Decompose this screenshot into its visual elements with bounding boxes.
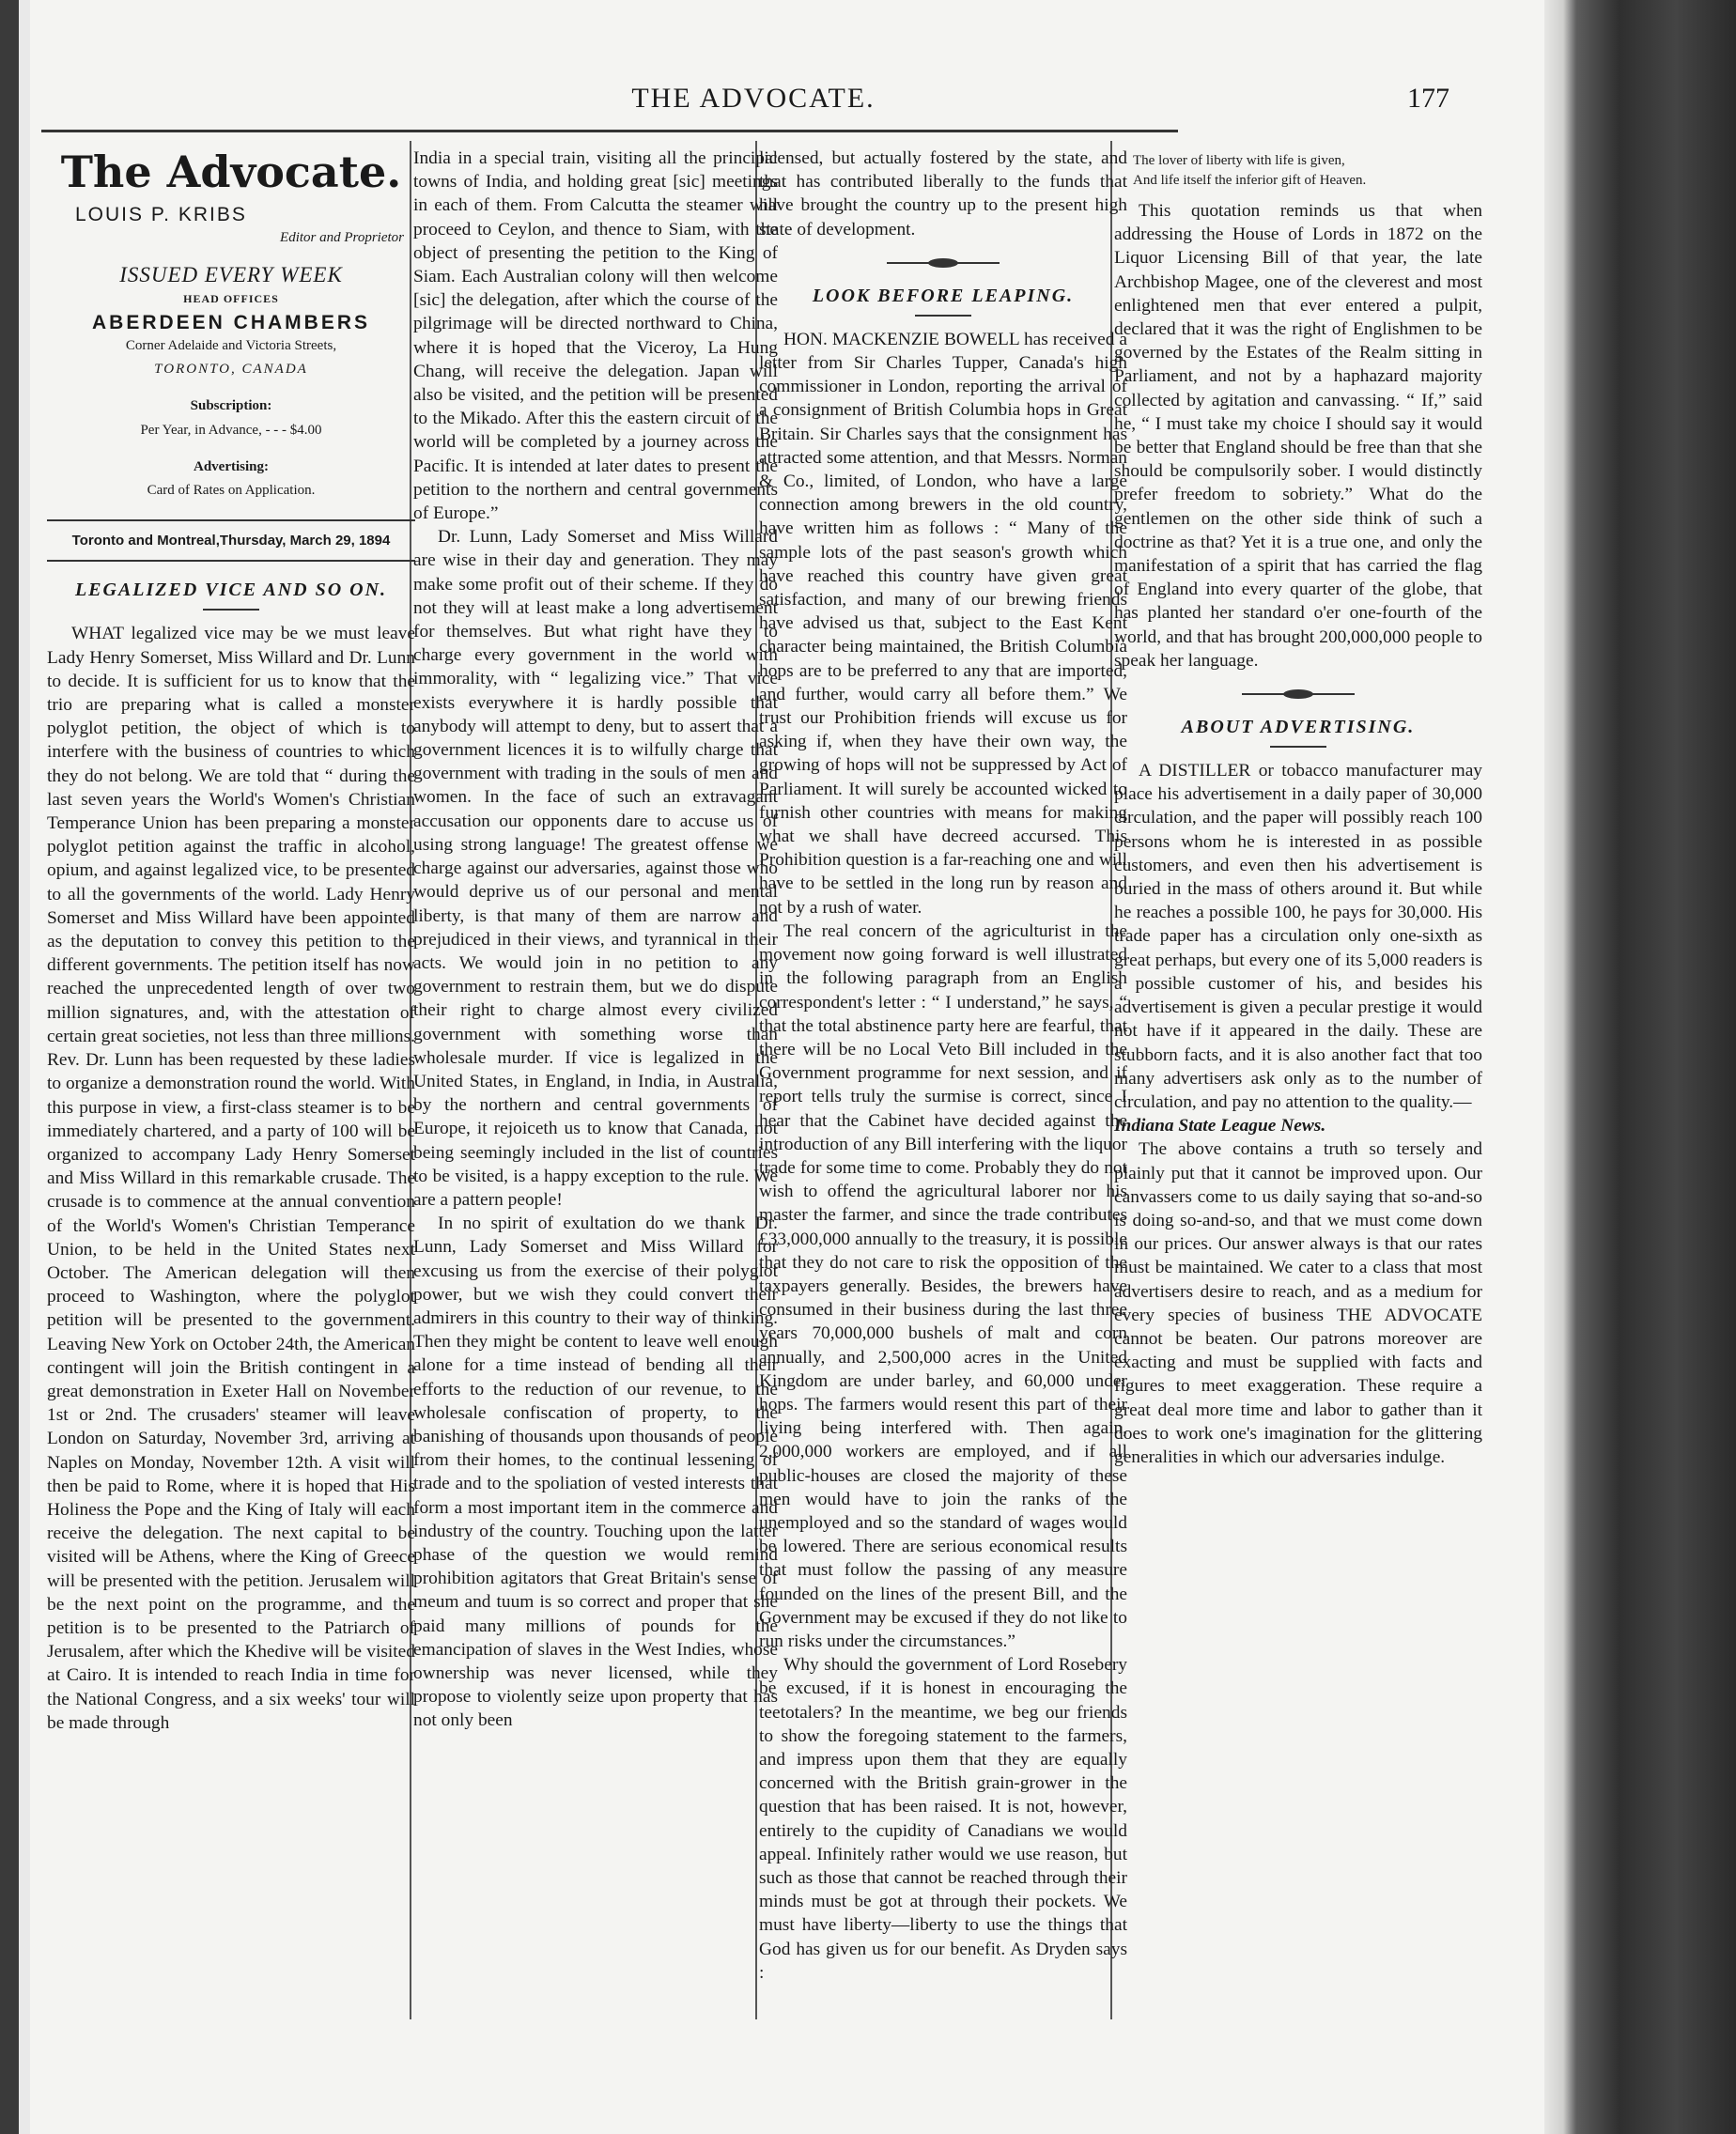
running-head [30,83,1544,120]
heading-rule [203,609,259,611]
book-edge-left [0,0,19,2134]
masthead-subscription-price: Per Year, in Advance, - - - $4.00 [140,422,322,438]
masthead-editor-role: Editor and Proprietor [280,230,404,246]
article-source: Indiana State League News. [1114,1116,1326,1137]
masthead-issued: ISSUED EVERY WEEK [119,263,343,287]
book-edge-paper [19,0,30,2134]
article-paragraph: Dr. Lunn, Lady Somerset and Miss Willard are wise in their day and generation. They may make some profit out of their scheme. If they do not they will at least make a long advertisement for themselves. But what right have they to charge every government in the world with immorality, with “ legalizing vice.” That vice exists everywhere it is hardly possible that anybody will attempt to deny, but to assert that a government licences it is to wilfully charge that government with trading in the souls of men and women. In the face of such an extravagant accusation our opponents dare to accuse us of using strong language! The greatest offense we charge against our adversaries, against those who would deprive us of our personal and mental liberty, is that many of them are narrow and prejudiced in their views, and tyrannical in their acts. We would join in no petition to any government to restrain them, but we do dispute their right to charge almost every civilized government with something worse than wholesale murder. If vice is legalized in the United States, in England, in India, in Australia, by the northern and central governments of Europe, it rejoiceth us to know that Canada, not being seemingly included in the list of countries to be visited, is a happy exception to the rule. We are a pattern people! [413,527,778,1210]
running-head-title: THE ADVOCATE. [631,83,876,114]
column-1 [47,141,415,1735]
masthead-editor: LOUIS P. KRIBS [75,204,247,225]
masthead [47,145,415,562]
column-4 [1114,147,1482,1469]
column-3 [759,147,1127,1985]
poem-line: And life itself the inferior gift of Heaven. [1133,173,1367,188]
article-heading-about-advertising: ABOUT ADVERTISING. [1181,717,1416,738]
header-rule [41,130,1178,132]
article-paragraph: HON. MACKENZIE BOWELL has received a letter from Sir Charles Tupper, Canada's high commissioner in London, reporting the arrival of a consignment of British Columbia hops in Great Britain. Sir Charles says that the consignment has attracted some attention, and that Messrs. Norman & Co., limited, of London, who have a large connection among brewers in the old country, have written him as follows : “ Many of the sample lots of the past season's growth which have reached this country have given great satisfaction, and many of our brewing friends have advised us that, subject to the East Kent character being maintained, the British Columbia hops are to be preferred to any that are imported, and further, would carry all before them.” We trust our Prohibition friends will excuse us for asking if, when they have their own way, the growing of hops will not be suppressed by Act of Parliament. It will surely be accounted wicked to furnish other countries with means for making what we shall have decreed accursed. This Prohibition question is a far-reaching one and will have to be settled in the long run by reason and not by a rush of water. [759,329,1127,918]
article-paragraph: The real concern of the agriculturist in the movement now going forward is well illustrated in the following paragraph from an English correspondent's letter : “ I understand,” he says, “ that the total abstinence party here are fearful, that there will be no Local Veto Bill included in the Government programme for next session, and if report tells truly the surmise is correct, since I hear that the Cabinet have decided against the introduction of any Bill interfering with the liquor trade for some time to come. Probably they do not wish to offend the agricultural laborer nor his master the farmer, and since the trade contributes £33,000,000 annually to the treasury, it is possible that they do not care to risk the opposition of the taxpayers generally. Besides, the brewers have consumed in their business during the last three years 70,000,000 bushels of malt and corn annually, and 2,500,000 acres in the United Kingdom are under barley, and 60,000 under hops. The farmers would resent this part of their living being interfered with. Then again, 2,000,000 workers are employed, and if all public-houses are closed the majority of these men would have to join the ranks of the unemployed and so the standard of wages would be lowered. There are serious economical results that must follow the passing of any measure founded on the lines of the present Bill, and the Government may be excused if they do not like to run risks under the circumstances.” [759,920,1127,1651]
masthead-advertising-label: Advertising: [194,458,269,474]
article-paragraph: This quotation reminds us that when addressing the House of Lords in 1872 on the Liquor Licensing Bill of that year, the late Archbishop Magee, one of the cleverest and most enlightened men that ever entered a pulpit, declared that it was the right of Englishmen to be governed by the Estates of the Realm sitting in Parliament, and not by a haphazard majority collected by agitation and canvassing. “ If,” said he, “ I must take my choice I should say it would be better that England should be free than that she should be compulsorily sober. I would distinctly prefer freedom to sobriety.” What do the gentlemen on the other side think of such a doctrine as that? Yet it is a true one, and only the manifestation of a spirit that has carried the flag of England into every quarter of the globe, that has planted her standard o'er one-fourth of the world, and that has brought 200,000,000 people to speak her language. [1114,201,1482,671]
masthead-chambers: ABERDEEN CHAMBERS [91,311,371,333]
dateline: Toronto and Montreal,Thursday, March 29, 1894 [47,519,415,562]
masthead-head-offices: HEAD OFFICES [183,291,279,305]
article-paragraph: India in a special train, visiting all the principal towns of India, and holding great [sic] meetings in each of them. From Calcutta the steamer will proceed to Ceylon, and thence to Siam, with the object of presenting the petition to the King of Siam. Each Australian colony will then welcome [sic] the delegation, after which the course of the pilgrimage will be directed northward to China, where it is hoped that the Viceroy, La Hung Chang, will receive the delegation. Japan will also be visited, and the petition will be presented to the Mikado. After this the eastern circuit of the world will be completed by a journey across the Pacific. It is intended at later dates to present the petition to the northern and central governments of Europe.” [413,148,778,524]
section-divider [1242,689,1355,699]
article-paragraph: The above contains a truth so tersely and plainly put that it cannot be improved upon. Our canvassers come to us daily saying that so-and-so is doing so-and-so, and that we must come down in our prices. Our answer always is that our rates must be maintained. We cater to a class that most advertisers desire to reach, and as a medium for every species of business THE ADVOCATE cannot be beaten. Our patrons moreover are exacting and must be supplied with facts and figures to meet exaggeration. These require a great deal more time and labor to gather than it does to work one's imagination for the glittering generalities in which our adversaries indulge. [1114,1139,1482,1467]
article-paragraph: A DISTILLER or tobacco manufacturer may place his advertisement in a daily paper of 30,000 circulation, and the paper will possibly reach 100 persons whom he is interested in as possible customers, and even then his advertisement is buried in the mass of others around it. But while he reaches a possible 100, he pays for 30,000. His trade paper has a circulation only one-sixth as great perhaps, but every one of its 5,000 readers is a possible customer of his, and besides his advertisement is given a pecular prestige it would not have if it appeared in the daily. These are stubborn facts, and it is also another fact that too many advertisers ask only as to the number of circulation, and pay no attention to the quality.— [1114,761,1482,1112]
article-heading-legalized-vice: LEGALIZED VICE AND SO ON. [74,580,388,601]
poem-line: The lover of liberty with life is given, [1133,153,1345,168]
article-paragraph: In no spirit of exultation do we thank Dr. Lunn, Lady Somerset and Miss Willard for excusing us from the exercise of their polyglot power, but we wish they could convert their admirers in this country to their way of thinking. Then they might be content to leave well enough alone for a time instead of bending all their efforts to the reduction of our revenue, to the wholesale confiscation of property, to the banishing of thousands upon thousands of people from their homes, to the continual lessening of trade and to the spoliation of vested interests that form a most important item in the commerce and industry of the country. Touching upon the latter phase of the question we would remind prohibition agitators that Great Britain's sense of meum and tuum is so correct and proper that she paid many millions of pounds for the emancipation of slaves in the West Indies, whose ownership was never licensed, while they propose to violently seize upon property that has not only been [413,1214,778,1731]
masthead-subscription-label: Subscription: [190,398,272,414]
masthead-address: Corner Adelaide and Victoria Streets, [125,338,337,354]
masthead-city: TORONTO, CANADA [154,362,308,378]
masthead-advertising-text: Card of Rates on Application. [147,483,316,499]
article-heading-look-before-leaping: LOOK BEFORE LEAPING. [812,285,1075,306]
page-number: 177 [1407,83,1449,114]
book-spine [1544,0,1736,2134]
article-paragraph: WHAT legalized vice may be we must leave Lady Henry Somerset, Miss Willard and Dr. Lunn to decide. It is sufficient for us to know that the trio are preparing what is called a monster polyglot petition, the object of which is to interfere with the business of countries to which they do not belong. We are told that “ during the last seven years the World's Women's Christian Temperance Union has been preparing a monster polyglot petition against the traffic in alcohol, opium, and against legalized vice, to be presented to all the governments of the world. Lady Henry Somerset and Miss Willard have been appointed as the deputation to convey this petition to the different governments. The petition itself has now reached the unprecedented length of over two million signatures, and, with the attestation of certain great societies, not less than three millions. Rev. Dr. Lunn has been requested by these ladies to organize a demonstration round the world. With this purpose in view, a first-class steamer is to be immediately chartered, and a party of 100 will be organized to accompany Lady Henry Somerset and Miss Willard in this remarkable crusade. The crusade is to commence at the annual convention of the World's Women's Christian Temperance Union, to be held in the United States next October. The American delegation will then proceed to Washington, where the polyglot petition will be presented to the government. Leaving New York on October 24th, the American contingent will join the British contingent in a great demonstration in Exeter Hall on November 1st or 2nd. The crusaders' steamer will leave London on Saturday, November 3rd, arriving at Naples on Monday, November 12th. A visit will then be paid to Rome, where it is hoped that His Holiness the Pope and the King of Italy will each receive the delegation. The next capital to be visited will be Athens, where the King of Greece will be presented with the petition. Jerusalem will be the next point on the programme, and the petition is to be presented to the Patriarch of Jerusalem, after which the Khedive will be visited at Cairo. It is intended to reach India in time for the National Congress, and a six weeks' tour will be made through [47,624,415,1733]
article-paragraph: Why should the government of Lord Rosebery be excused, if it is honest in encouraging the teetotalers? In the meantime, we beg our friends to show the foregoing statement to the farmers, and impress upon them that they are equally concerned with the British grain-grower in the question that has been raised. It is not, however, entirely to the cupidity of Canadians we would appeal. Infinitely rather would we use reason, but such as those that cannot be reached through their minds must be got at through their pockets. We must have liberty—liberty to use the things that God has given us for our benefit. As Dryden says : [759,1655,1127,1983]
heading-rule [1270,746,1326,748]
heading-rule [915,315,971,317]
newspaper-page [30,0,1544,2134]
section-divider [887,258,1000,268]
article-paragraph: licensed, but actually fostered by the state, and that has contributed liberally to the funds that have brought the country up to the present high state of development. [759,148,1127,240]
masthead-name: The Advocate. [60,147,402,197]
column-2 [413,147,778,1733]
